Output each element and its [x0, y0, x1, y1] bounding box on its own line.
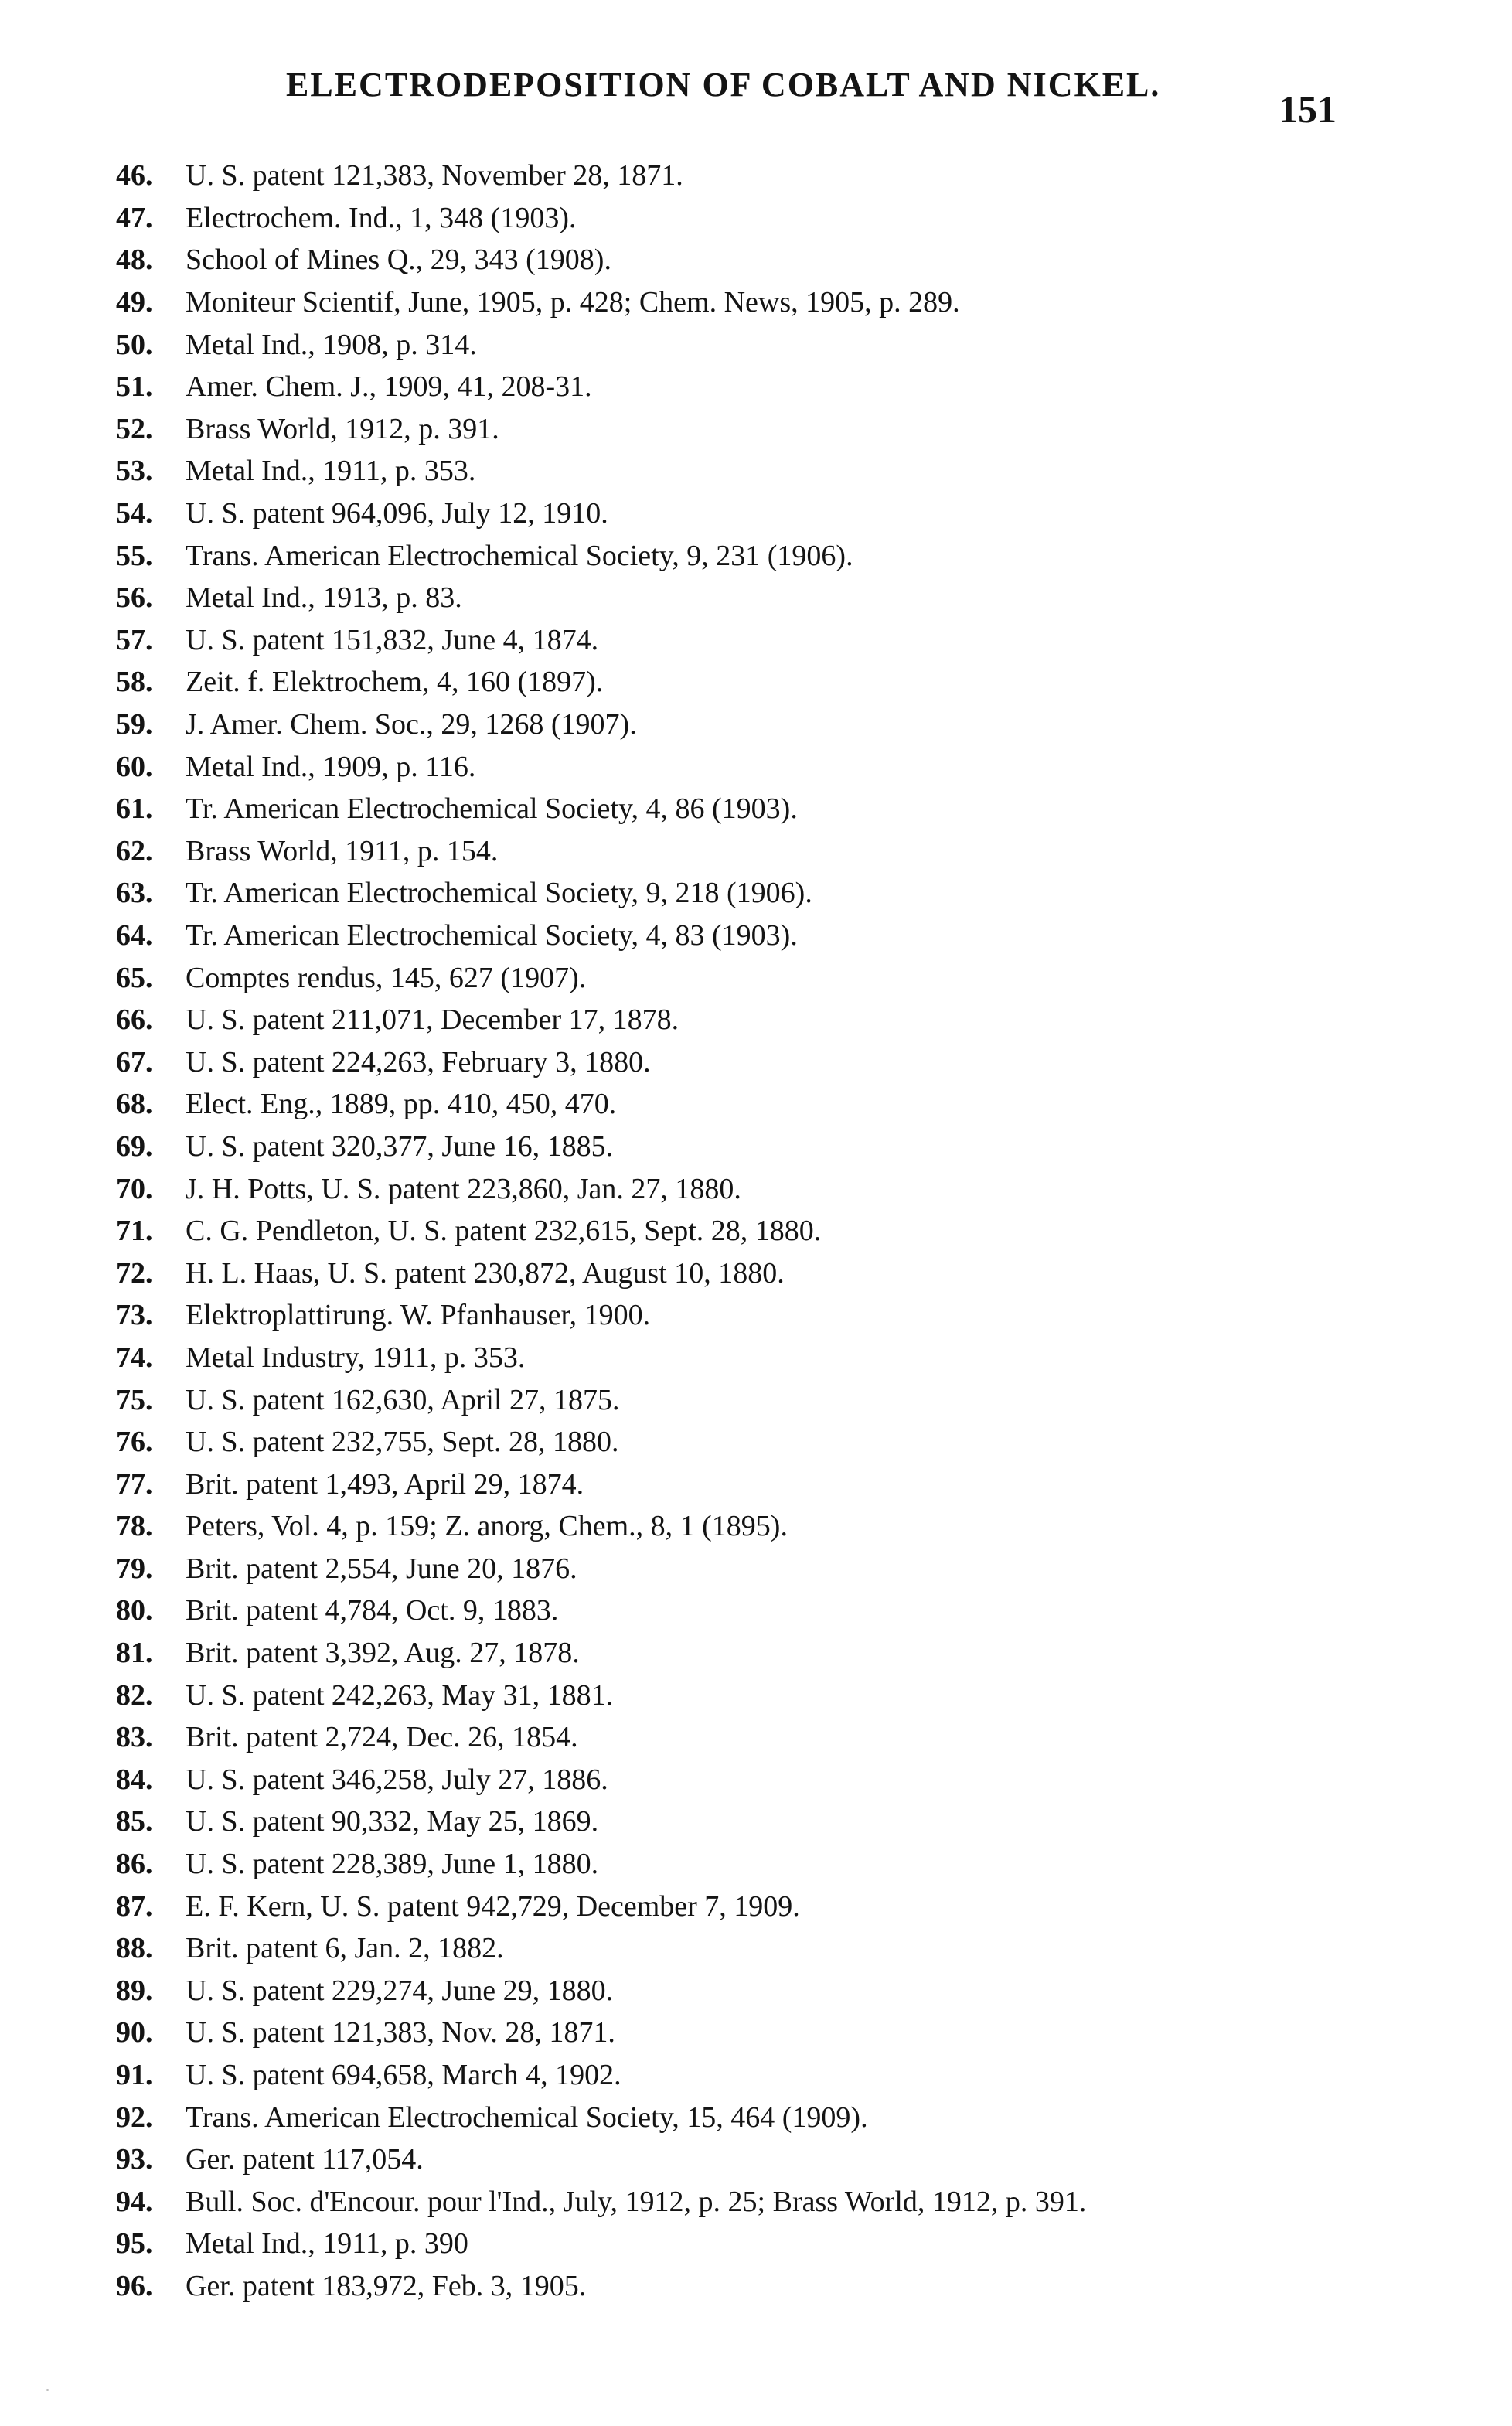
reference-item	[116, 2054, 1086, 2097]
reference-item	[116, 2096, 1086, 2138]
reference-number: 49.	[116, 286, 153, 319]
reference-item	[116, 2138, 1086, 2181]
reference-text: Brass World, 1911, p. 154.	[186, 834, 499, 867]
reference-item	[116, 999, 1086, 1041]
reference-item	[116, 492, 1086, 535]
reference-text: Electrochem. Ind., 1, 348 (1903).	[186, 201, 577, 234]
reference-number: 50.	[116, 328, 153, 361]
reference-text: Brit. patent 2,554, June 20, 1876.	[186, 1552, 577, 1585]
reference-item	[116, 2012, 1086, 2054]
reference-number: 60.	[116, 750, 153, 783]
reference-text: J. H. Potts, U. S. patent 223,860, Jan. 27, 1880.	[186, 1172, 741, 1205]
reference-number: 84.	[116, 1763, 153, 1796]
reference-text: Metal Ind., 1913, p. 83.	[186, 581, 462, 615]
reference-text: U. S. patent 224,263, February 3, 1880.	[186, 1045, 651, 1078]
reference-item	[116, 155, 1086, 197]
reference-text: Bull. Soc. d'Encour. pour l'Ind., July, 1912, p. 25; Brass World, 1912, p. 391.	[186, 2185, 1087, 2218]
reference-text: U. S. patent 320,377, June 16, 1885.	[186, 1130, 614, 1163]
reference-text: U. S. patent 964,096, July 12, 1910.	[186, 497, 608, 530]
reference-number: 88.	[116, 1932, 153, 1965]
reference-item	[116, 1378, 1086, 1421]
reference-text: Brass World, 1912, p. 391.	[186, 412, 499, 445]
reference-text: Peters, Vol. 4, p. 159; Z. anorg, Chem., 8, 1 (1895).	[186, 1510, 788, 1543]
reference-item	[116, 1590, 1086, 1632]
reference-item	[116, 1927, 1086, 1970]
reference-text: Brit. patent 1,493, April 29, 1874.	[186, 1467, 584, 1501]
reference-text: U. S. patent 121,383, Nov. 28, 1871.	[186, 2016, 615, 2049]
reference-text: Brit. patent 4,784, Oct. 9, 1883.	[186, 1594, 559, 1627]
reference-item	[116, 2181, 1086, 2223]
reference-number: 79.	[116, 1552, 153, 1585]
reference-item	[116, 788, 1086, 830]
reference-number: 86.	[116, 1848, 153, 1881]
reference-item	[116, 830, 1086, 873]
reference-item	[116, 872, 1086, 915]
reference-text: Brit. patent 3,392, Aug. 27, 1878.	[186, 1637, 580, 1670]
reference-item	[116, 1294, 1086, 1337]
reference-text: E. F. Kern, U. S. patent 942,729, December 7, 1909.	[186, 1889, 800, 1923]
scan-speck	[46, 2389, 49, 2391]
reference-text: Brit. patent 2,724, Dec. 26, 1854.	[186, 1721, 578, 1754]
reference-number: 55.	[116, 539, 153, 572]
reference-text: U. S. patent 228,389, June 1, 1880.	[186, 1848, 599, 1881]
reference-number: 76.	[116, 1426, 153, 1459]
reference-text: U. S. patent 211,071, December 17, 1878.	[186, 1003, 679, 1037]
reference-number: 68.	[116, 1088, 153, 1121]
reference-item	[116, 704, 1086, 746]
reference-item	[116, 661, 1086, 704]
reference-text: Amer. Chem. J., 1909, 41, 208-31.	[186, 370, 592, 404]
reference-item	[116, 450, 1086, 492]
reference-text: U. S. patent 90,332, May 25, 1869.	[186, 1805, 599, 1838]
reference-item	[116, 1041, 1086, 1083]
reference-number: 51.	[116, 370, 153, 404]
reference-number: 85.	[116, 1805, 153, 1838]
reference-item	[116, 1674, 1086, 1716]
reference-text: U. S. patent 346,258, July 27, 1886.	[186, 1763, 608, 1796]
reference-item	[116, 1083, 1086, 1126]
reference-number: 64.	[116, 918, 153, 952]
reference-text: U. S. patent 232,755, Sept. 28, 1880.	[186, 1426, 619, 1459]
reference-text: U. S. patent 162,630, April 27, 1875.	[186, 1383, 620, 1416]
reference-number: 91.	[116, 2059, 153, 2092]
reference-item	[116, 239, 1086, 281]
reference-number: 93.	[116, 2143, 153, 2176]
running-title: ELECTRODEPOSITION OF COBALT AND NICKEL.	[286, 66, 1161, 104]
reference-number: 94.	[116, 2185, 153, 2218]
reference-number: 77.	[116, 1467, 153, 1501]
reference-item	[116, 1716, 1086, 1759]
reference-item	[116, 197, 1086, 240]
reference-item	[116, 1885, 1086, 1927]
reference-text: U. S. patent 242,263, May 31, 1881.	[186, 1678, 614, 1712]
reference-number: 67.	[116, 1045, 153, 1078]
reference-item	[116, 534, 1086, 577]
reference-item	[116, 281, 1086, 324]
reference-item	[116, 1801, 1086, 1843]
reference-number: 87.	[116, 1889, 153, 1923]
reference-number: 61.	[116, 792, 153, 826]
reference-text: Metal Industry, 1911, p. 353.	[186, 1341, 526, 1374]
reference-text: Trans. American Electrochemical Society, 9, 231 (1906).	[186, 539, 853, 572]
reference-item	[116, 619, 1086, 662]
reference-number: 71.	[116, 1215, 153, 1248]
reference-number: 52.	[116, 412, 153, 445]
reference-text: Elektroplattirung. W. Pfanhauser, 1900.	[186, 1299, 651, 1332]
reference-item	[116, 1505, 1086, 1548]
reference-item	[116, 1463, 1086, 1505]
reference-item	[116, 1548, 1086, 1590]
reference-text: Comptes rendus, 145, 627 (1907).	[186, 961, 587, 994]
reference-item	[116, 2223, 1086, 2265]
reference-number: 58.	[116, 666, 153, 699]
reference-number: 74.	[116, 1341, 153, 1374]
reference-number: 92.	[116, 2101, 153, 2134]
reference-number: 53.	[116, 455, 153, 488]
reference-number: 47.	[116, 201, 153, 234]
reference-text: School of Mines Q., 29, 343 (1908).	[186, 244, 611, 277]
reference-text: Zeit. f. Elektrochem, 4, 160 (1897).	[186, 666, 604, 699]
reference-text: Metal Ind., 1911, p. 390	[186, 2227, 468, 2261]
reference-number: 81.	[116, 1637, 153, 1670]
reference-number: 72.	[116, 1256, 153, 1290]
reference-text: Tr. American Electrochemical Society, 4, 86 (1903).	[186, 792, 798, 826]
reference-number: 46.	[116, 159, 153, 193]
reference-number: 48.	[116, 244, 153, 277]
reference-text: H. L. Haas, U. S. patent 230,872, August 10, 1880.	[186, 1256, 785, 1290]
reference-number: 75.	[116, 1383, 153, 1416]
reference-text: Brit. patent 6, Jan. 2, 1882.	[186, 1932, 504, 1965]
reference-text: Ger. patent 117,054.	[186, 2143, 424, 2176]
reference-item	[116, 366, 1086, 408]
reference-number: 82.	[116, 1678, 153, 1712]
reference-text: U. S. patent 121,383, November 28, 1871.	[186, 159, 683, 193]
reference-text: U. S. patent 694,658, March 4, 1902.	[186, 2059, 621, 2092]
reference-item	[116, 1970, 1086, 2012]
reference-text: Metal Ind., 1909, p. 116.	[186, 750, 476, 783]
reference-item	[116, 323, 1086, 366]
reference-item	[116, 915, 1086, 957]
reference-item	[116, 408, 1086, 451]
reference-number: 59.	[116, 708, 153, 741]
reference-number: 63.	[116, 877, 153, 910]
reference-number: 66.	[116, 1003, 153, 1037]
reference-item	[116, 2265, 1086, 2308]
reference-text: J. Amer. Chem. Soc., 29, 1268 (1907).	[186, 708, 637, 741]
reference-text: Metal Ind., 1908, p. 314.	[186, 328, 477, 361]
reference-item	[116, 1337, 1086, 1379]
reference-item	[116, 1759, 1086, 1801]
reference-number: 62.	[116, 834, 153, 867]
reference-number: 96.	[116, 2269, 153, 2302]
reference-number: 90.	[116, 2016, 153, 2049]
reference-text: U. S. patent 151,832, June 4, 1874.	[186, 623, 599, 656]
reference-item	[116, 1421, 1086, 1463]
reference-text: Tr. American Electrochemical Society, 4, 83 (1903).	[186, 918, 798, 952]
reference-item	[116, 1126, 1086, 1168]
reference-item	[116, 1167, 1086, 1210]
page-number: 151	[1279, 87, 1337, 131]
reference-item	[116, 956, 1086, 999]
reference-text: Metal Ind., 1911, p. 353.	[186, 455, 476, 488]
reference-number: 70.	[116, 1172, 153, 1205]
reference-number: 56.	[116, 581, 153, 615]
reference-text: Elect. Eng., 1889, pp. 410, 450, 470.	[186, 1088, 617, 1121]
reference-number: 65.	[116, 961, 153, 994]
reference-text: Tr. American Electrochemical Society, 9, 218 (1906).	[186, 877, 812, 910]
reference-number: 54.	[116, 497, 153, 530]
reference-text: Trans. American Electrochemical Society, 15, 464 (1909).	[186, 2101, 868, 2134]
reference-item	[116, 1210, 1086, 1252]
reference-number: 83.	[116, 1721, 153, 1754]
reference-number: 89.	[116, 1974, 153, 2007]
reference-item	[116, 577, 1086, 619]
reference-list	[116, 155, 1086, 2307]
reference-number: 78.	[116, 1510, 153, 1543]
reference-text: Moniteur Scientif, June, 1905, p. 428; Chem. News, 1905, p. 289.	[186, 286, 960, 319]
reference-number: 95.	[116, 2227, 153, 2261]
reference-item	[116, 1843, 1086, 1886]
reference-item	[116, 1252, 1086, 1294]
reference-text: Ger. patent 183,972, Feb. 3, 1905.	[186, 2269, 587, 2302]
reference-text: C. G. Pendleton, U. S. patent 232,615, Sept. 28, 1880.	[186, 1215, 822, 1248]
reference-item	[116, 745, 1086, 788]
reference-number: 69.	[116, 1130, 153, 1163]
reference-number: 73.	[116, 1299, 153, 1332]
reference-item	[116, 1632, 1086, 1675]
reference-number: 80.	[116, 1594, 153, 1627]
reference-number: 57.	[116, 623, 153, 656]
reference-text: U. S. patent 229,274, June 29, 1880.	[186, 1974, 614, 2007]
